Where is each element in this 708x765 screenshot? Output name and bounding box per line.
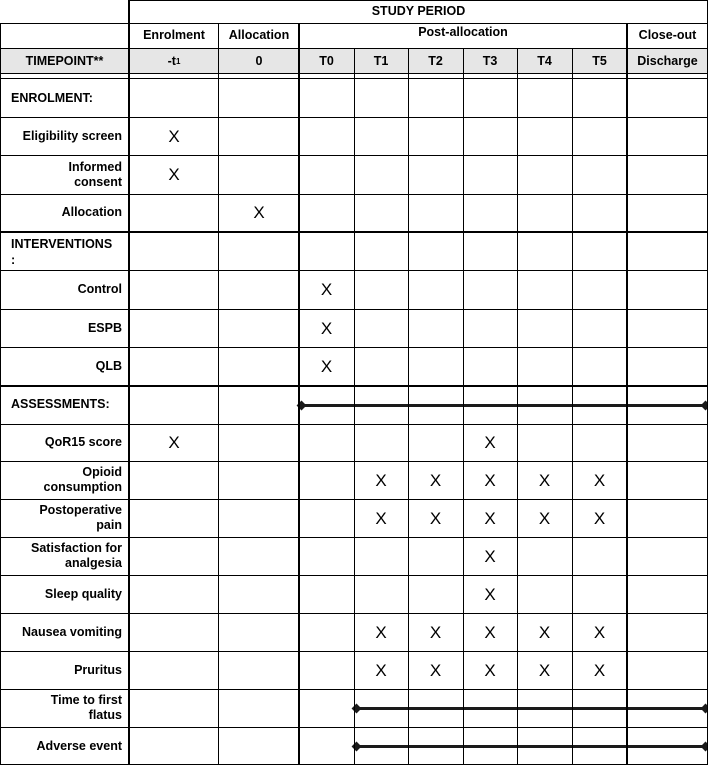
- phase-enrolment: Enrolment: [143, 28, 205, 42]
- schedule-mark: X: [429, 622, 442, 642]
- timepoint-t1: T1: [373, 53, 389, 68]
- phase-close-out: Close-out: [638, 28, 697, 42]
- schedule-mark: X: [484, 660, 496, 680]
- schedule-mark: X: [484, 470, 496, 490]
- section-heading-interventions: INTERVENTIONS :: [11, 237, 113, 267]
- grid-line: [408, 48, 409, 765]
- row-label-adverse: Adverse event: [36, 738, 122, 753]
- duration-bar-assessments: [301, 404, 706, 407]
- schedule-mark: X: [484, 508, 496, 528]
- row-label-qlb: QLB: [95, 358, 122, 373]
- timepoint-discharge: Discharge: [637, 53, 698, 68]
- row-label-satisfaction: Satisfaction for analgesia: [31, 541, 122, 570]
- grid-line: [572, 48, 573, 765]
- section-heading-enrolment: ENROLMENT:: [11, 90, 93, 105]
- row-label-opioid: Opioid consumption: [43, 465, 122, 494]
- grid-line: [626, 23, 628, 765]
- row-label-eligibility: Eligibility screen: [22, 128, 122, 143]
- row-label-pruritus: Pruritus: [74, 662, 122, 677]
- grid-line: [298, 23, 300, 765]
- schedule-mark: X: [168, 165, 180, 184]
- schedule-mark: X: [484, 546, 496, 566]
- schedule-mark: X: [375, 470, 387, 490]
- section-heading-assessments: ASSESSMENTS:: [11, 397, 110, 411]
- schedule-mark: X: [593, 470, 606, 490]
- phase-post-allocation: Post-allocation: [418, 24, 508, 39]
- schedule-mark: X: [375, 622, 387, 642]
- schedule-mark: X: [168, 433, 180, 452]
- row-label-sleep: Sleep quality: [44, 586, 122, 601]
- schedule-mark: X: [320, 356, 333, 376]
- timepoint-t3: T3: [482, 53, 498, 68]
- timepoint-allocation: 0: [255, 53, 263, 68]
- schedule-mark: X: [375, 508, 387, 528]
- row-label-qor15: QoR15 score: [44, 435, 122, 449]
- timepoint-t0: T0: [319, 53, 334, 68]
- schedule-mark: X: [593, 508, 606, 528]
- grid-line: [0, 23, 1, 765]
- schedule-mark: X: [593, 622, 606, 642]
- schedule-mark: X: [593, 660, 606, 680]
- schedule-mark: X: [484, 584, 496, 604]
- schedule-mark: X: [320, 318, 333, 338]
- study-period-title: STUDY PERIOD: [371, 4, 466, 18]
- schedule-mark: X: [429, 470, 442, 490]
- schedule-mark: X: [484, 622, 496, 642]
- row-label-control: Control: [77, 282, 122, 296]
- schedule-mark: X: [429, 660, 442, 680]
- row-label-espb: ESPB: [87, 320, 122, 335]
- schedule-mark: X: [484, 433, 496, 452]
- timepoint-t4: T4: [537, 53, 552, 68]
- schedule-mark: X: [320, 280, 333, 299]
- schedule-mark: X: [538, 622, 551, 642]
- schedule-mark: X: [168, 126, 180, 146]
- grid-line: [463, 48, 464, 765]
- row-label-consent: Informed consent: [68, 159, 122, 189]
- schedule-mark: X: [429, 508, 442, 528]
- grid-line: [129, 0, 708, 1]
- grid-line: [517, 48, 518, 765]
- row-label-nausea: Nausea vomiting: [21, 624, 122, 639]
- timepoint-label: TIMEPOINT**: [25, 53, 104, 68]
- grid-line: [128, 0, 130, 765]
- timepoint-enrolment: [129, 49, 219, 73]
- schedule-mark: X: [253, 203, 265, 222]
- row-label-postop-pain: Postoperative pain: [39, 503, 122, 532]
- timepoint-enrolment-subscript: 1: [175, 56, 181, 66]
- schedule-mark: X: [538, 470, 551, 490]
- schedule-mark: X: [375, 660, 387, 680]
- row-label-allocation: Allocation: [61, 205, 122, 219]
- timepoint-t2: T2: [428, 53, 443, 68]
- row-label-flatus: Time to first flatus: [50, 693, 122, 722]
- timepoint-enrolment-main: -t: [167, 53, 176, 68]
- schedule-mark: X: [538, 508, 551, 528]
- grid-line: [0, 23, 708, 24]
- grid-line: [218, 23, 219, 765]
- phase-allocation: Allocation: [228, 28, 290, 42]
- schedule-mark: X: [538, 660, 551, 680]
- grid-line: [354, 48, 355, 765]
- timepoint-t5: T5: [592, 53, 607, 68]
